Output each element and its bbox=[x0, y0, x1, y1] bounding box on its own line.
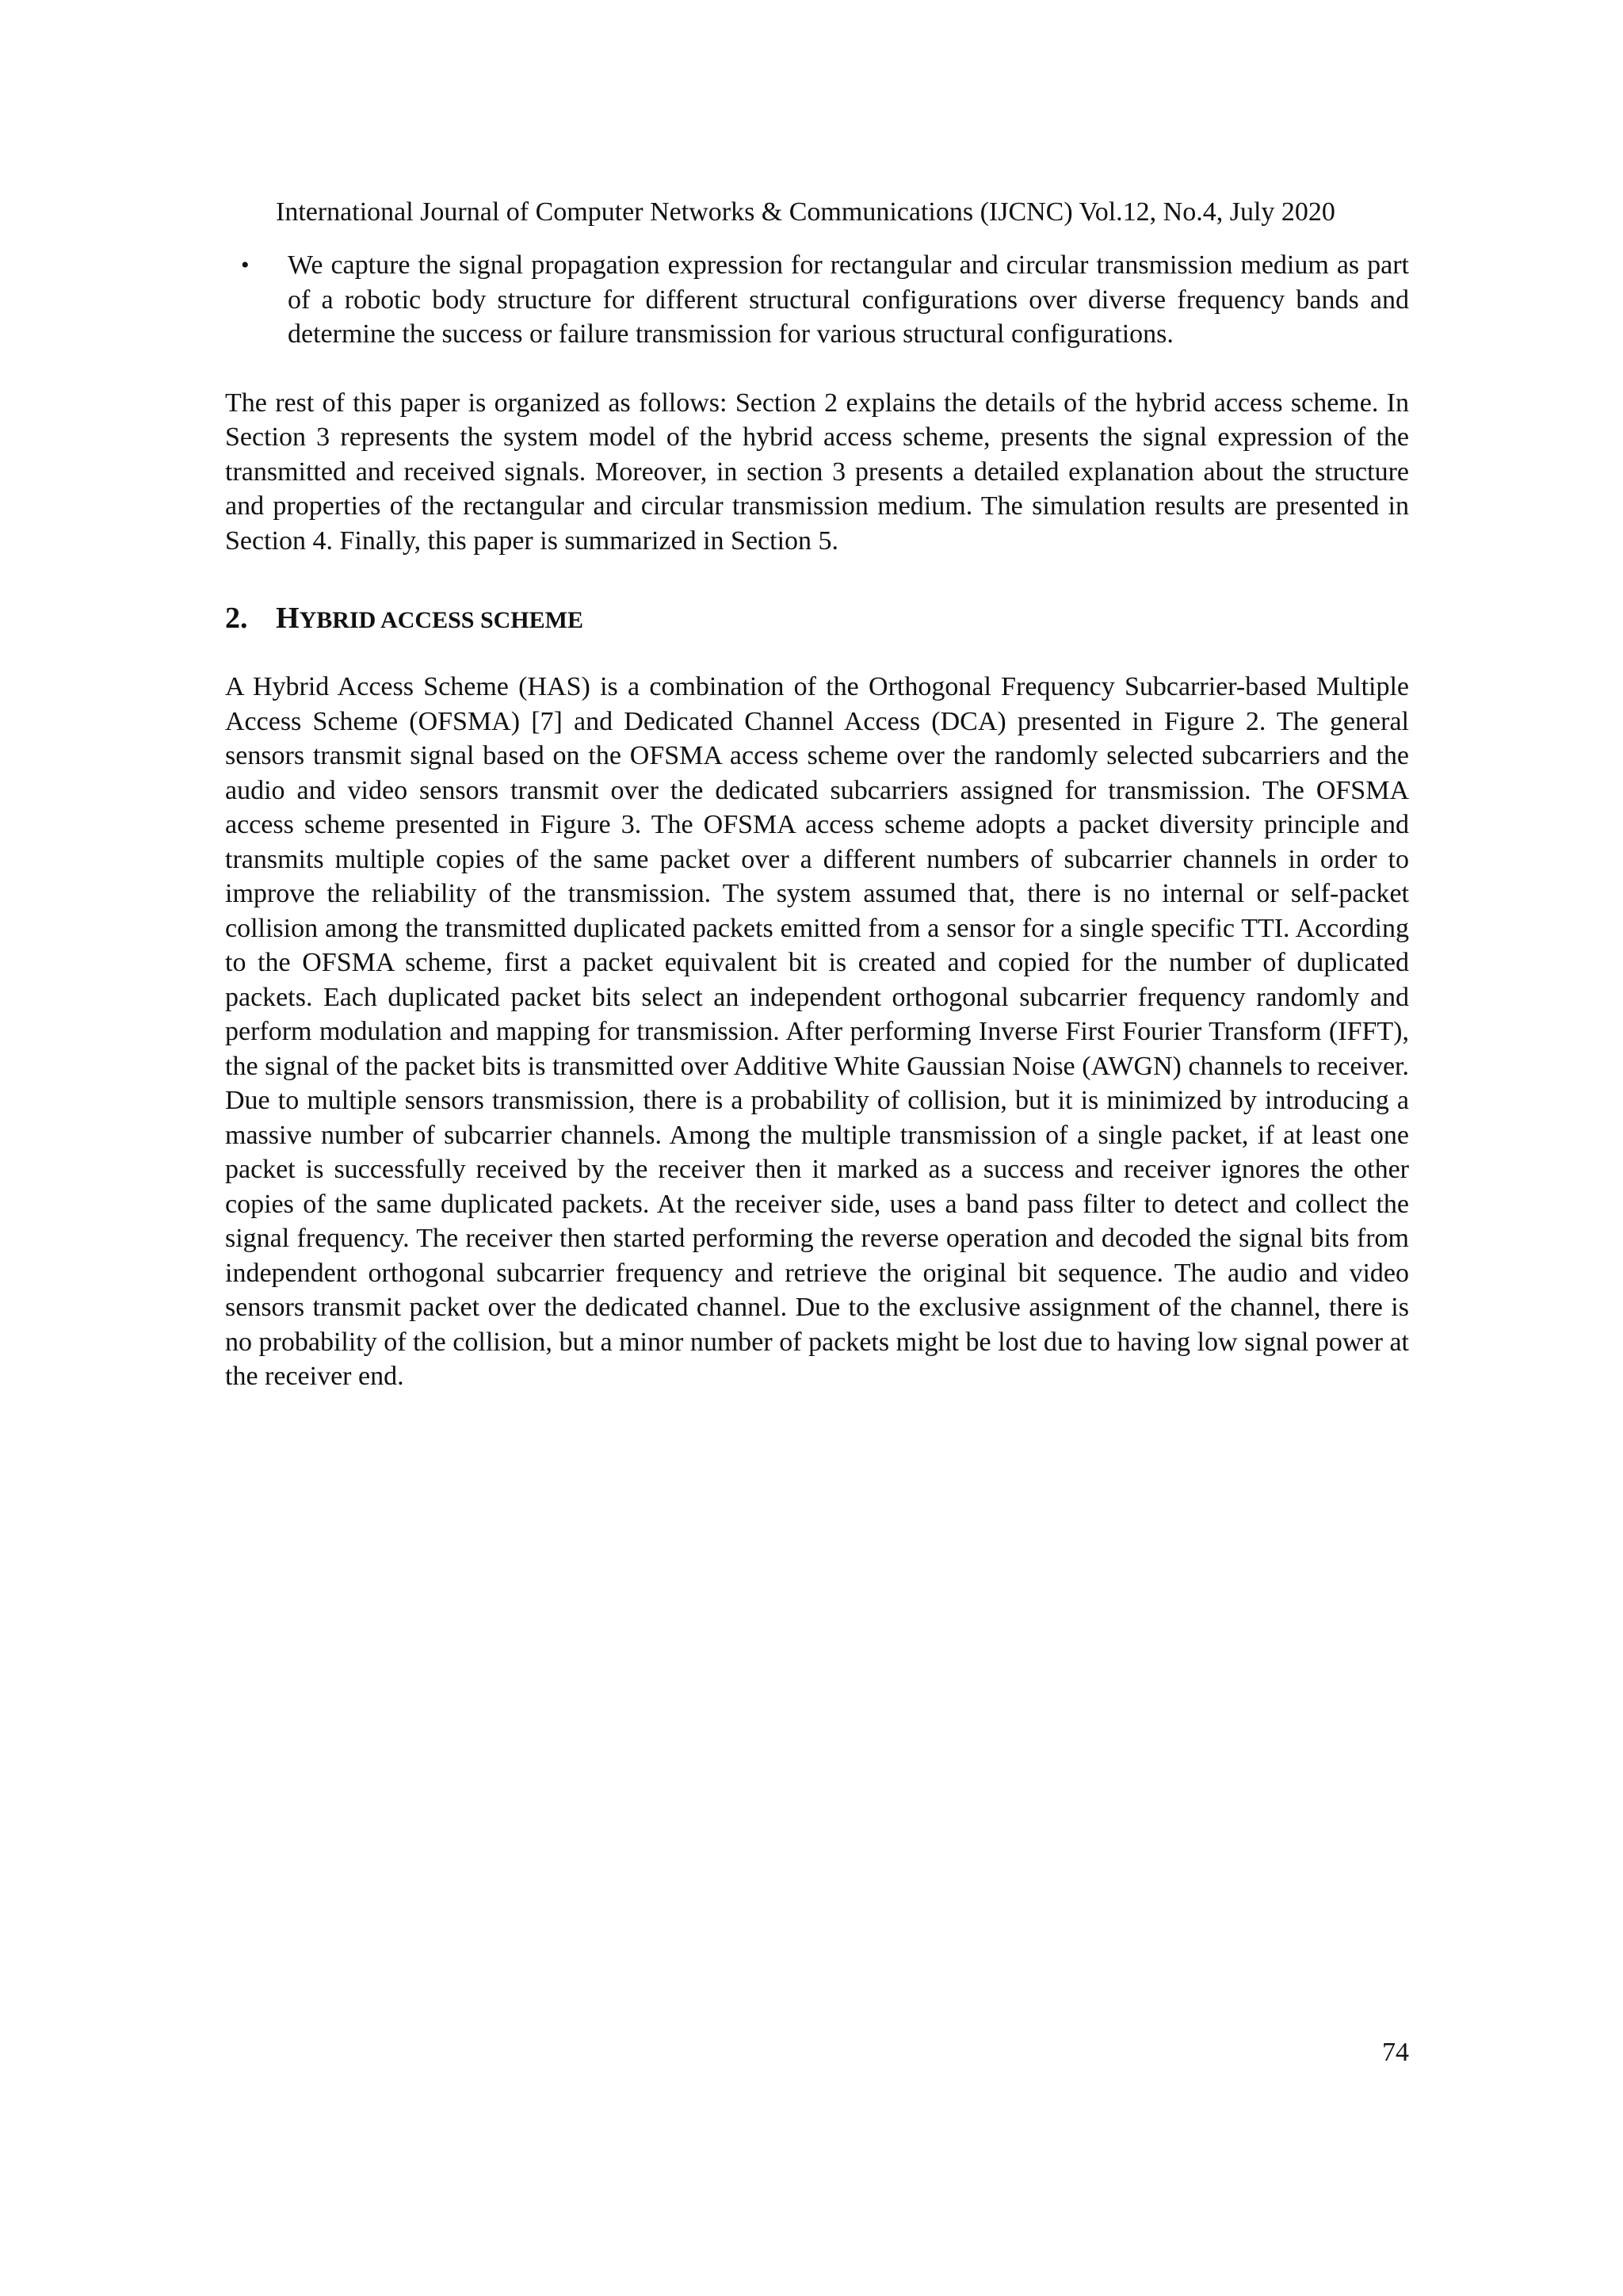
list-item-text: We capture the signal propagation expression for rectangular and circular transmission medium as part of a robotic body structure for different structural configurations over diverse frequency bands and determine the success or failure transmission for various structural configurations. bbox=[288, 250, 1409, 349]
running-header: International Journal of Computer Networks & Communications (IJCNC) Vol.12, No.4, July 2020 bbox=[276, 197, 1335, 227]
section-number: 2. bbox=[225, 602, 248, 635]
list-item bbox=[225, 248, 1409, 352]
section-heading bbox=[225, 600, 1409, 639]
paper-organization-paragraph: The rest of this paper is organized as follows: Section 2 explains the details of the hybrid access scheme. In Section 3 represents the system model of the hybrid access scheme, presents the signal expression of the transmitted and received signals. Moreover, in section 3 presents a detailed explanation about the structure and properties of the rectangular and circular transmission medium. The simulation results are presented in Section 4. Finally, this paper is summarized in Section 5. bbox=[225, 388, 1409, 556]
bullet-icon: • bbox=[241, 252, 250, 278]
section-title-rest: YBRID ACCESS SCHEME bbox=[299, 607, 583, 633]
section-body-paragraph: A Hybrid Access Scheme (HAS) is a combination of the Orthogonal Frequency Subcarrier-based Multiple Access Scheme (OFSMA) [7] and Dedicated Channel Access (DCA) presented in Figure 2. The general sensors transmit signal based on the OFSMA access scheme over the randomly selected subcarriers and the audio and video sensors transmit over the dedicated subcarriers assigned for transmission. The OFSMA access scheme presented in Figure 3. The OFSMA access scheme adopts a packet diversity principle and transmits multiple copies of the same packet over a different numbers of subcarrier channels in order to improve the reliability of the transmission. The system assumed that, there is no internal or self-packet collision among the transmitted duplicated packets emitted from a sensor for a single specific TTI. According to the OFSMA scheme, first a packet equivalent bit is created and copied for the number of duplicated packets. Each duplicated packet bits select an independent orthogonal subcarrier frequency randomly and perform modulation and mapping for transmission. After performing Inverse First Fourier Transform (IFFT), the signal of the packet bits is transmitted over Additive White Gaussian Noise (AWGN) channels to receiver. Due to multiple sensors transmission, there is a probability of collision, but it is minimized by introducing a massive number of subcarrier channels. Among the multiple transmission of a single packet, if at least one packet is successfully received by the receiver then it marked as a success and receiver ignores the other copies of the same duplicated packets. At the receiver side, uses a band pass filter to detect and collect the signal frequency. The receiver then started performing the reverse operation and decoded the signal bits from independent orthogonal subcarrier frequency and retrieve the original bit sequence. The audio and video sensors transmit packet over the dedicated channel. Due to the exclusive assignment of the channel, there is no probability of the collision, but a minor number of packets might be lost due to having low signal power at the receiver end. bbox=[225, 672, 1409, 1391]
contribution-list bbox=[225, 248, 1409, 352]
page-content bbox=[225, 248, 1409, 1394]
section-title-initial: H bbox=[276, 602, 300, 635]
page-number: 74 bbox=[1382, 2038, 1409, 2067]
